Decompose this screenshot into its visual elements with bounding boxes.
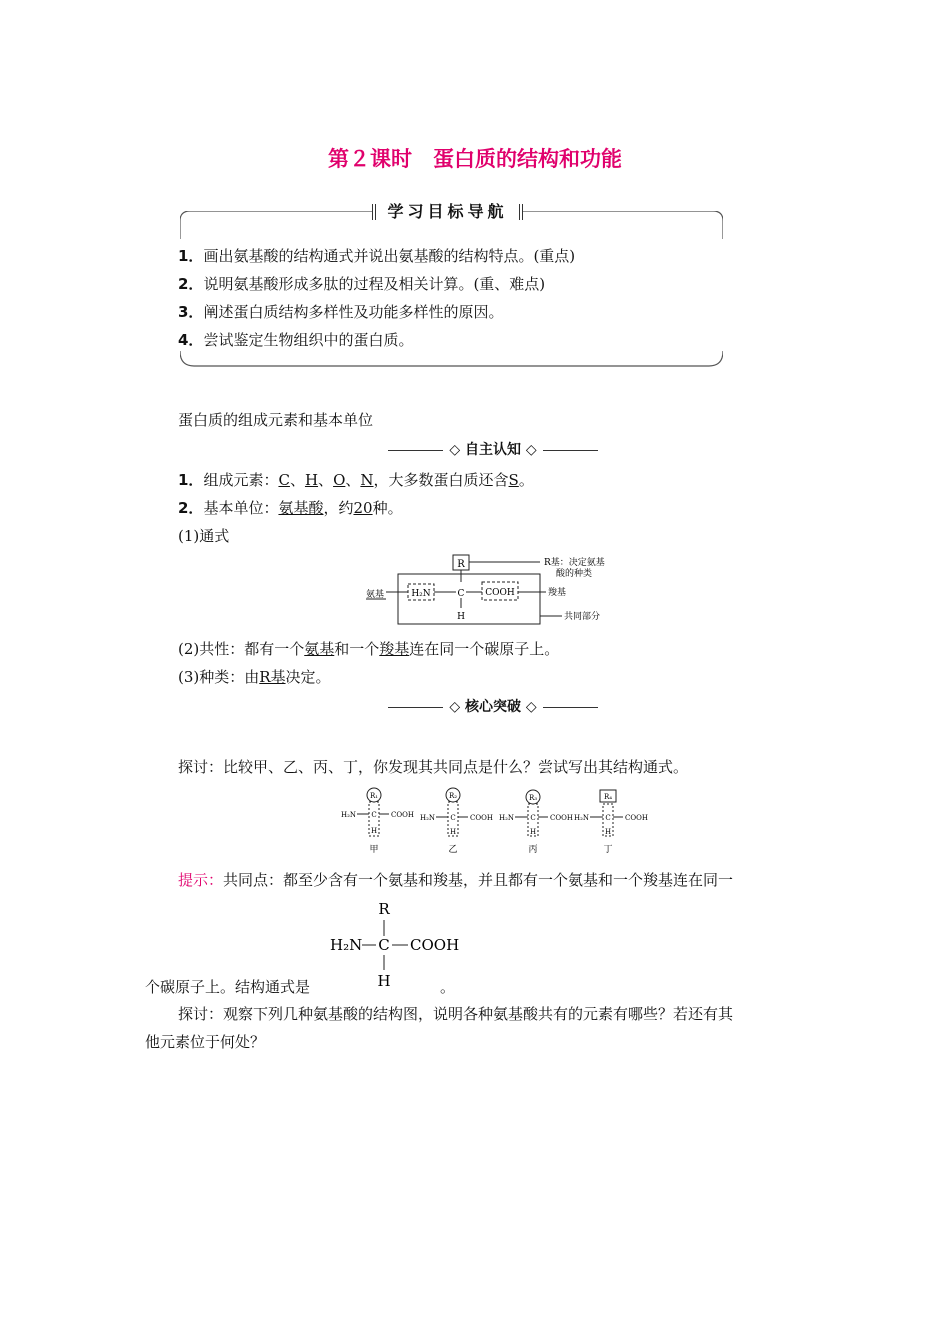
- svg-text:乙: 乙: [448, 845, 458, 855]
- svg-text:R: R: [378, 900, 390, 918]
- goal-item: 3．阐述蛋白质结构多样性及功能多样性的原因。: [178, 303, 504, 321]
- svg-text:丙: 丙: [528, 845, 538, 855]
- hint-line-2: 个碳原子上。结构通式是 。: [145, 978, 456, 996]
- general-formula-label: (1)通式: [178, 527, 230, 545]
- molecule-yi: [420, 788, 493, 855]
- svg-text:H₂N: H₂N: [574, 814, 590, 822]
- svg-text:H: H: [604, 828, 612, 836]
- svg-text:C: C: [378, 936, 390, 954]
- svg-text:H: H: [370, 827, 378, 835]
- diagram-h2n: H₂N: [411, 589, 431, 599]
- point-basic-unit: 2．基本单位：氨基酸，约20种。: [178, 499, 403, 517]
- svg-text:C: C: [450, 814, 456, 822]
- four-amino-acids: [335, 784, 655, 856]
- svg-text:COOH: COOH: [410, 936, 460, 954]
- svg-text:H: H: [449, 828, 457, 836]
- question-2-line-2: 他元素位于何处？: [145, 1033, 266, 1051]
- svg-text:R₁: R₁: [369, 792, 379, 800]
- diagram-c: C: [457, 589, 465, 599]
- carboxyl-label: 羧基: [548, 588, 567, 598]
- molecule-ding: [574, 790, 648, 855]
- self-study-heading: ◇ 自主认知 ◇: [388, 440, 598, 460]
- goals-heading: 学习目标导航: [372, 200, 523, 224]
- point-elements: 1．组成元素：C、H、O、N，大多数蛋白质还含S。: [178, 471, 534, 489]
- svg-text:R₂: R₂: [448, 792, 458, 800]
- svg-text:C: C: [530, 814, 536, 822]
- svg-text:R₄: R₄: [603, 793, 613, 801]
- svg-text:H₂N: H₂N: [341, 811, 357, 819]
- point-types: (3)种类：由R基决定。: [178, 668, 331, 686]
- svg-text:甲: 甲: [369, 845, 379, 855]
- svg-text:COOH: COOH: [550, 814, 573, 822]
- amino-label: 氨基: [366, 590, 385, 600]
- diagram-h: H: [457, 612, 465, 622]
- svg-text:COOH: COOH: [625, 814, 648, 822]
- goal-item: 2．说明氨基酸形成多肽的过程及相关计算。(重、难点): [178, 275, 546, 293]
- diagram-cooh: COOH: [485, 588, 515, 598]
- svg-text:C: C: [605, 814, 611, 822]
- common-part-label: 共同部分: [564, 612, 601, 622]
- svg-text:H₂N: H₂N: [420, 814, 436, 822]
- point-commonality: (2)共性：都有一个氨基和一个羧基连在同一个碳原子上。: [178, 640, 560, 658]
- hint-line-1: 提示：共同点：都至少含有一个氨基和羧基，并且都有一个氨基和一个羧基连在同一: [178, 871, 734, 889]
- svg-text:H₂N: H₂N: [499, 814, 515, 822]
- amino-acid-diagram: [360, 552, 630, 630]
- section-title: 蛋白质的组成元素和基本单位: [178, 411, 374, 429]
- svg-text:COOH: COOH: [470, 814, 493, 822]
- r-group-label-2: 酸的种类: [556, 569, 593, 579]
- core-heading: ◇ 核心突破 ◇: [388, 697, 598, 717]
- diagram-r: R: [457, 559, 465, 570]
- svg-text:R₃: R₃: [528, 794, 538, 802]
- molecule-bing: [499, 790, 573, 855]
- svg-text:C: C: [371, 811, 377, 819]
- svg-text:COOH: COOH: [391, 811, 414, 819]
- svg-text:丁: 丁: [603, 845, 613, 855]
- question-1: 探讨：比较甲、乙、丙、丁，你发现其共同点是什么？尝试写出其结构通式。: [178, 758, 689, 776]
- page-title: 第２课时 蛋白质的结构和功能: [328, 147, 622, 171]
- svg-text:H₂N: H₂N: [330, 936, 363, 954]
- svg-text:H: H: [377, 972, 391, 990]
- r-group-label-1: R基：决定氨基: [544, 558, 605, 568]
- question-2-line-1: 探讨：观察下列几种氨基酸的结构图，说明各种氨基酸共有的元素有哪些？若还有其: [178, 1005, 734, 1023]
- svg-text:H: H: [529, 828, 537, 836]
- goal-item: 4．尝试鉴定生物组织中的蛋白质。: [178, 331, 414, 349]
- molecule-jia: [341, 788, 414, 855]
- goal-item: 1．画出氨基酸的结构通式并说出氨基酸的结构特点。(重点): [178, 247, 576, 265]
